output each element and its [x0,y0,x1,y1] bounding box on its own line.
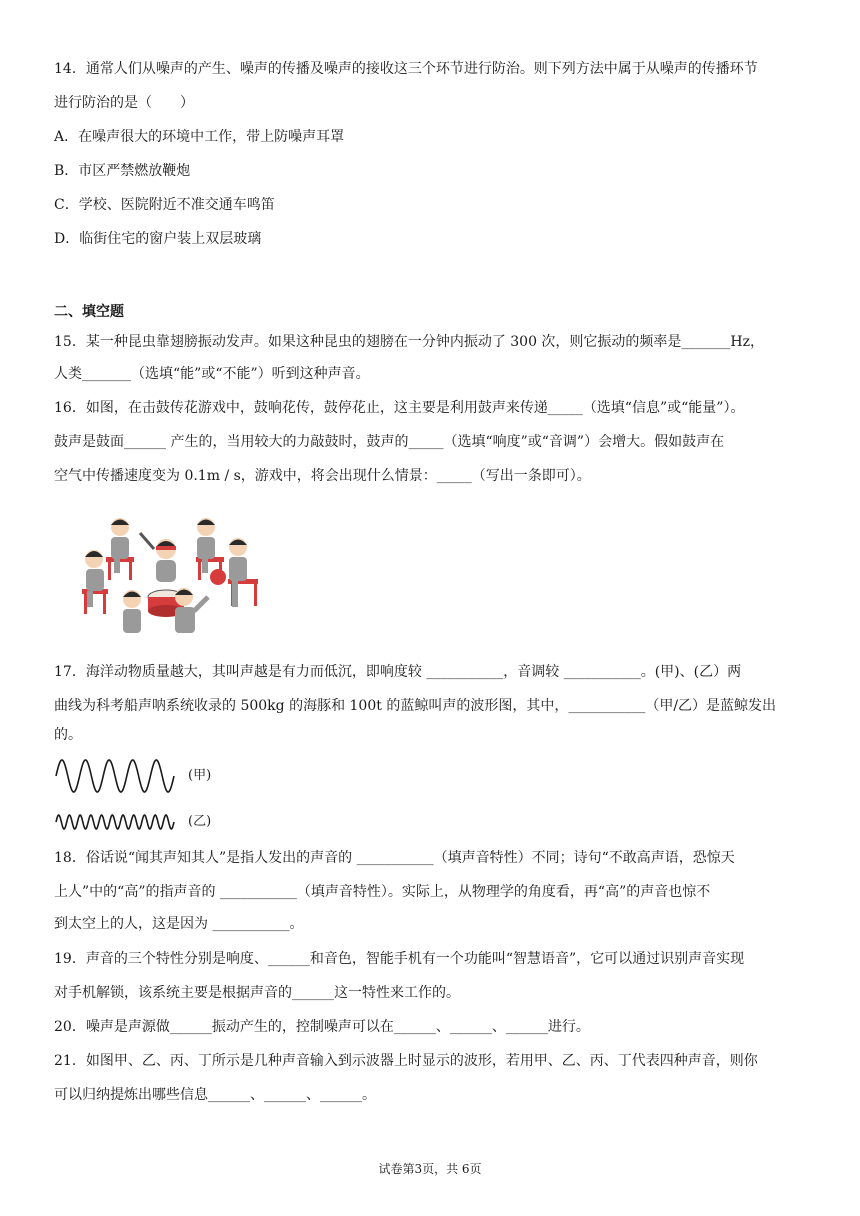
q14-option-b: B．市区严禁燃放鞭炮 [54,163,191,179]
q18-line1: 18．俗话说“闻其声知其人”是指人发出的声音的 ___________（填声音特性）不同；诗句“不敢高声语，恐惊天 [54,850,735,866]
q15-line2: 人类_______（选填“能”或“不能”）听到这种声音。 [54,366,370,382]
q18-line2: 上人”中的“高”的指声音的 ___________（填声音特性）。实际上，从物理学的角度看，再“高”的声音也惊不 [54,884,711,900]
q17-line1: 17．海洋动物质量越大，其叫声越是有力而低沉，即响度较 ___________，音调较 ___________。(甲)、(乙）两 [54,664,742,680]
section-title-fill-blank: 二、填空题 [54,304,124,320]
waveform-figure [54,756,178,836]
q14-option-d: D．临街住宅的窗户装上双层玻璃 [54,231,262,247]
q16-line1: 16．如图，在击鼓传花游戏中，鼓响花传，鼓停花止，这主要是利用鼓声来传递_____（选填“信息”或“能量”）。 [54,400,745,416]
waveform-label-jia: (甲) [188,768,212,783]
child-upper-left [111,518,129,573]
drum-game-illustration [78,517,268,637]
q21-line2: 可以归纳提炼出哪些信息______、______、______。 [54,1087,376,1103]
q19-line1: 19．声音的三个特性分别是响度、______和音色，智能手机有一个功能叫“智慧语音”，它可以通过识别声音实现 [54,951,745,967]
q17-line2: 曲线为科考船声呐系统收录的 500kg 的海豚和 100t 的蓝鲸叫声的波形图，其中，___________（甲/乙）是蓝鲸发出 [54,698,777,714]
q20-line1: 20．噪声是声源做______振动产生的，控制噪声可以在______、______、______进行。 [54,1019,590,1035]
page-footer: 试卷第3页，共 6页 [378,1162,482,1176]
q21-line1: 21．如图甲、乙、丙、丁所示是几种声音输入到示波器上时显示的波形，若用甲、乙、丙、丁代表四种声音，则你 [54,1053,758,1069]
q16-line3: 空气中传播速度变为 0.1m / s，游戏中，将会出现什么情景：_____（写出一条即可）。 [54,468,591,484]
q14-option-c: C．学校、医院附近不准交通车鸣笛 [54,197,275,213]
q14-option-a: A．在噪声很大的环境中工作，带上防噪声耳罩 [54,129,345,145]
waveform-label-yi: (乙) [188,814,212,829]
child-drummer [140,533,184,617]
child-bottom-right [175,588,208,633]
q15-line1: 15．某一种昆虫靠翅膀振动发声。如果这种昆虫的翅膀在一分钟内振动了 300 次，则它振动的频率是_______Hz， [54,334,765,350]
waveform-yi [56,815,174,829]
child-bottom-left [123,590,141,633]
q14-stem-line2: 进行防治的是（ ） [54,95,194,111]
q14-stem-line1: 14．通常人们从噪声的产生、噪声的传播及噪声的接收这三个环节进行防治。则下列方法中属于从噪声的传播环节 [54,61,758,77]
q18-line3: 到太空上的人，这是因为 ___________。 [54,916,304,932]
q19-line2: 对手机解锁，该系统主要是根据声音的______这一特性来工作的。 [54,985,460,1001]
child-right [210,538,247,607]
q16-line2: 鼓声是鼓面______ 产生的，当用较大的力敲鼓时，鼓声的_____（选填“响度”或“音调”）会增大。假如鼓声在 [54,434,725,450]
waveform-jia [56,760,174,792]
q17-line3: 的。 [54,727,82,743]
child-left [85,550,104,607]
